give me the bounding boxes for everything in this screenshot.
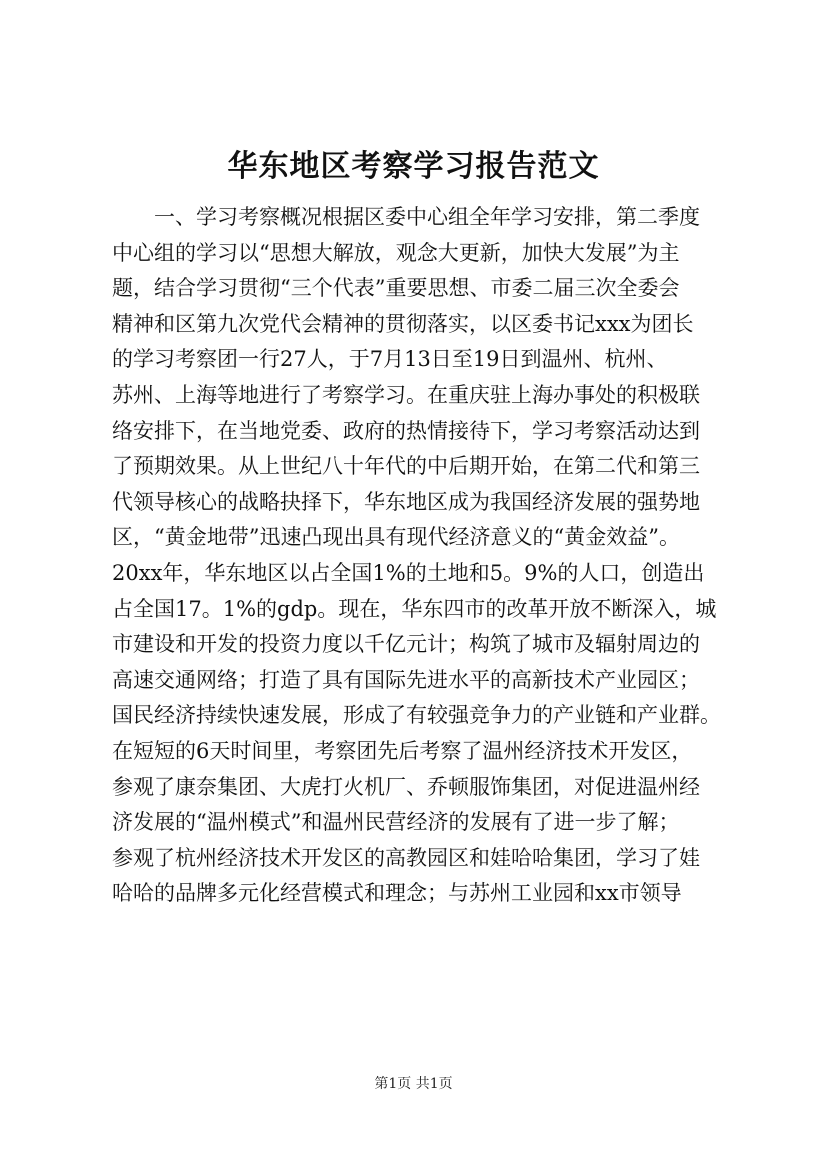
body-line: 的学习考察团一行27人，于7月13日至19日到温州、杭州、 xyxy=(112,347,668,372)
body-line: 参观了杭州经济技术开发区的高教园区和娃哈哈集团，学习了娃 xyxy=(112,845,700,870)
body-line: 代领导核心的战略抉择下，华东地区成为我国经济发展的强势地 xyxy=(112,489,700,514)
document-body xyxy=(112,200,752,912)
body-line: 国民经济持续快速发展，形成了有较强竞争力的产业链和产业群。 xyxy=(112,703,721,728)
body-line: 了预期效果。从上世纪八十年代的中后期开始，在第二代和第三 xyxy=(112,454,700,479)
document-title: 华东地区考察学习报告范文 xyxy=(227,149,600,184)
body-line: 中心组的学习以“思想大解放，观念大更新，加快大发展”为主 xyxy=(112,240,680,265)
body-line: 参观了康奈集团、大虎打火机厂、乔顿服饰集团，对促进温州经 xyxy=(112,774,700,799)
body-line: 题，结合学习贯彻“三个代表”重要思想、市委二届三次全委会 xyxy=(112,276,680,301)
body-line: 占全国17。1%的gdp。现在，华东四市的改革开放不断深入，城 xyxy=(112,596,717,621)
page-footer: 第1页 共1页 xyxy=(374,1076,453,1092)
body-line: 络安排下，在当地党委、政府的热情接待下，学习考察活动达到 xyxy=(112,418,700,443)
body-line: 哈哈的品牌多元化经营模式和理念；与苏州工业园和xx市领导 xyxy=(112,881,682,906)
body-line: 济发展的“温州模式”和温州民营经济的发展有了进一步了解； xyxy=(112,810,680,835)
body-line: 精神和区第九次党代会精神的贯彻落实，以区委书记xxx为团长 xyxy=(112,311,694,336)
body-line: 高速交通网络；打造了具有国际先进水平的高新技术产业园区； xyxy=(112,667,700,692)
body-line: 区，“黄金地带”迅速凸现出具有现代经济意义的“黄金效益”。 xyxy=(112,525,680,550)
body-line: 在短短的6天时间里，考察团先后考察了温州经济技术开发区， xyxy=(112,738,693,763)
body-line: 市建设和开发的投资力度以千亿元计；构筑了城市及辐射周边的 xyxy=(112,632,700,657)
body-line: 一、学习考察概况根据区委中心组全年学习安排，第二季度 xyxy=(154,205,700,229)
body-line: 苏州、上海等地进行了考察学习。在重庆驻上海办事处的积极联 xyxy=(112,382,700,407)
body-line: 20xx年，华东地区以占全国1%的土地和5。9%的人口，创造出 xyxy=(112,560,705,585)
